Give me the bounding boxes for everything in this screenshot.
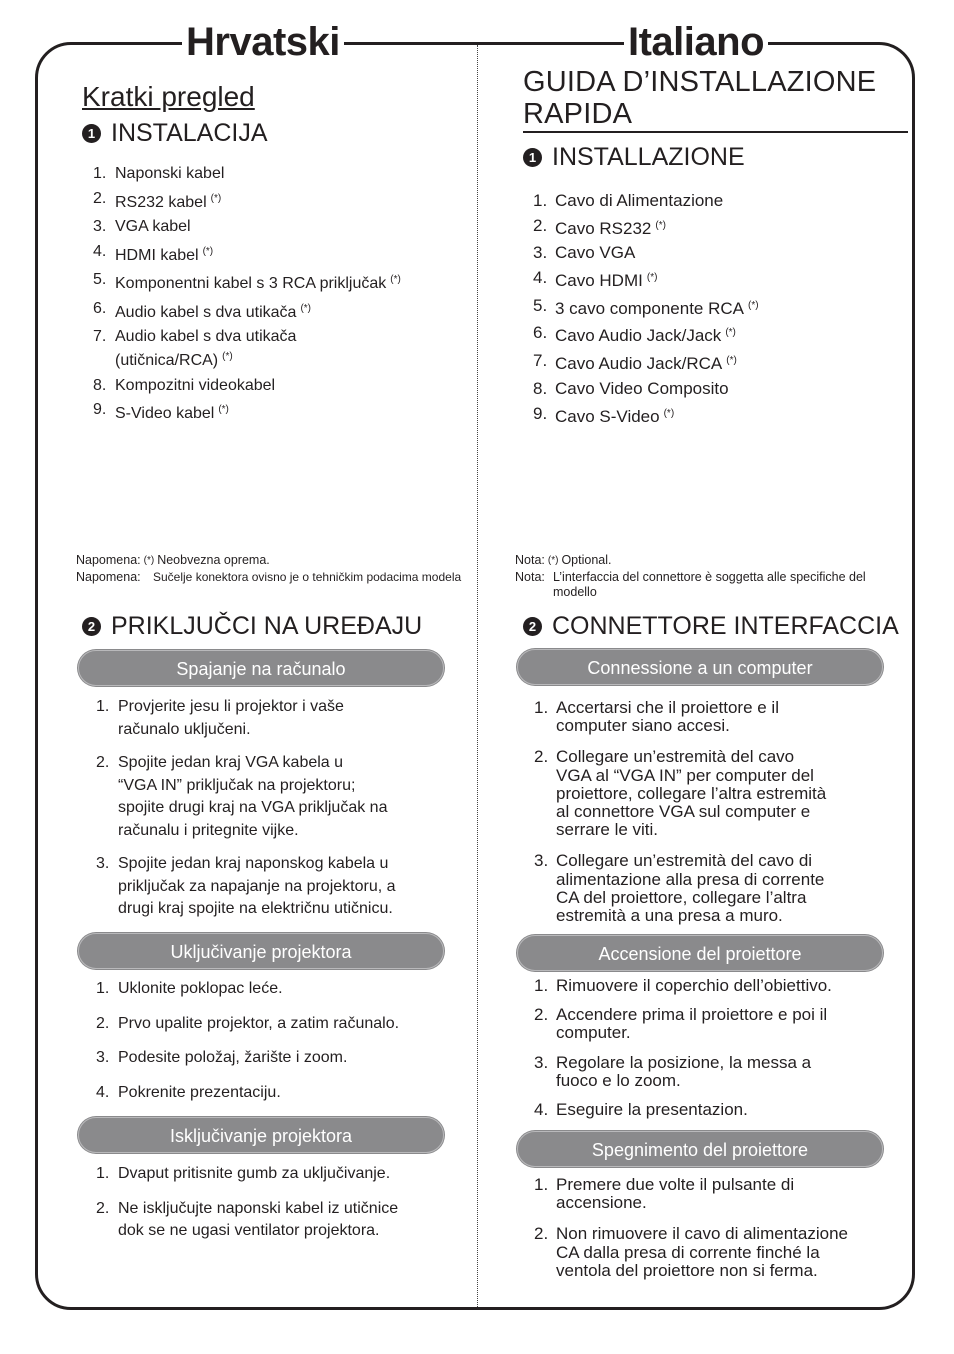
cable-name: Kompozitni videokabel [115, 376, 276, 394]
step-item [534, 1101, 904, 1119]
cable-item [533, 352, 903, 374]
cable-text [115, 217, 191, 237]
step-number: 3. [534, 851, 549, 871]
it-note-text: L’interfaccia del connettore è soggetta alle specifiche del modello [553, 570, 866, 599]
step-number: 2. [534, 747, 549, 767]
it-note-optional [515, 553, 905, 568]
cable-text [555, 352, 737, 374]
hr-step-one-badge: 1 [82, 124, 101, 143]
cable-number: 8. [93, 376, 107, 394]
step-line: Ne isključujte naponski kabel iz utičnice [118, 1199, 399, 1217]
cable-name: S-Video kabel [115, 405, 215, 422]
step-item [534, 1225, 904, 1280]
hr-page-title: Kratki pregled [82, 81, 255, 112]
cable-number: 7. [533, 351, 548, 371]
it-install-heading [523, 142, 745, 172]
hr-note-label: Napomena: [76, 570, 141, 584]
it-note-interface [515, 570, 905, 600]
step-line: computer. [556, 1023, 631, 1043]
optional-marker: (*) [218, 404, 229, 415]
step-line: Rimuovere il coperchio dell’obiettivo. [556, 976, 832, 995]
step-text [118, 1013, 399, 1036]
cable-text [115, 376, 275, 396]
cable-text [555, 192, 723, 211]
hr-connect-heading-text: PRIKLJUČCI NA UREĐAJU [111, 612, 423, 640]
step-item [96, 978, 466, 1001]
cable-name: Cavo RS232 [555, 218, 652, 238]
cable-number: 1. [93, 165, 107, 182]
step-line: računalo uključeni. [118, 720, 251, 738]
step-line: estremità a una presa a muro. [556, 906, 783, 926]
cable-number: 4. [93, 242, 107, 260]
step-number: 1. [96, 1165, 110, 1182]
hr-power-off-steps [96, 1163, 466, 1255]
cable-number: 4. [533, 268, 548, 288]
cable-item [93, 299, 463, 323]
cable-number: 5. [533, 295, 548, 315]
it-pill-power-off: Spegnimento del proiettore [517, 1131, 883, 1167]
hr-pill-power-on: Uključivanje projektora [78, 933, 444, 969]
step-item [96, 752, 466, 842]
step-line: ventola del proiettore non si ferma. [556, 1260, 818, 1280]
step-line: Collegare un’estremità del cavo di [556, 851, 813, 871]
step-line: Podesite položaj, žarište i zoom. [118, 1049, 348, 1066]
it-title-line1: GUIDA D’INSTALLAZIONE [523, 66, 877, 98]
step-number: 1. [96, 980, 110, 997]
step-line: Prvo upalite projektor, a zatim računalo. [118, 1014, 400, 1032]
cable-name: HDMI kabel [115, 246, 199, 264]
step-line: al connettore VGA sul computer e [556, 802, 811, 822]
step-number: 3. [96, 855, 110, 872]
step-item [534, 748, 904, 839]
cable-text [115, 299, 311, 323]
language-title-italian: Italiano [624, 18, 768, 66]
it-connect-heading-text: CONNETTORE INTERFACCIA [552, 612, 899, 640]
step-line: Collegare un’estremità del cavo [556, 747, 795, 767]
cable-text [555, 269, 657, 291]
cable-number: 3. [93, 218, 107, 235]
step-text [556, 1006, 827, 1042]
step-line: Pokrenite prezentaciju. [118, 1083, 281, 1101]
cable-item [533, 269, 903, 291]
step-text [556, 748, 826, 839]
step-number: 1. [534, 976, 549, 995]
optional-marker: (*) [748, 299, 759, 311]
cable-name: RS232 kabel [115, 193, 207, 211]
cable-item [93, 270, 463, 294]
cable-name-cont: (utičnica/RCA) [115, 352, 219, 369]
step-line: fuoco e lo zoom. [556, 1070, 681, 1090]
optional-marker: (*) [222, 351, 233, 362]
step-item [96, 1163, 466, 1186]
step-item [96, 1013, 466, 1036]
cable-number: 3. [533, 243, 548, 263]
it-page-title [523, 66, 908, 133]
step-text [118, 1082, 281, 1105]
step-item [96, 1082, 466, 1105]
step-text [118, 978, 283, 1001]
step-number: 3. [534, 1052, 549, 1072]
cable-item [93, 327, 463, 371]
step-line: priključak za napajanje na projektoru, a [118, 877, 396, 895]
step-number: 2. [534, 1005, 549, 1025]
cable-number: 8. [533, 378, 548, 398]
it-note-text: Optional. [561, 553, 612, 567]
hr-cable-list [93, 164, 463, 429]
cable-text [115, 400, 229, 424]
cable-item [533, 297, 903, 319]
optional-marker: (*) [390, 274, 401, 285]
step-line: Premere due volte il pulsante di [556, 1175, 795, 1194]
step-item [96, 853, 466, 921]
cable-text [555, 324, 736, 346]
hr-note-optional [76, 553, 466, 568]
hr-note-text: Neobvezna oprema. [157, 553, 270, 567]
hr-step-two-badge: 2 [82, 617, 101, 636]
cable-name: Cavo di Alimentazione [555, 191, 724, 210]
it-connect-heading [523, 611, 899, 641]
step-item [534, 1054, 904, 1090]
step-line: Non rimuovere il cavo di alimentazione [556, 1224, 848, 1244]
step-line: Spojite jedan kraj VGA kabela u [118, 754, 344, 771]
cable-name: Cavo S-Video [555, 406, 660, 426]
optional-marker: (*) [300, 302, 312, 314]
cable-item [533, 192, 903, 211]
cable-number: 9. [93, 401, 107, 418]
step-text [556, 1176, 794, 1212]
hr-connect-steps [96, 696, 466, 932]
optional-marker: (*) [202, 245, 214, 257]
cable-item [533, 405, 903, 427]
cable-text [115, 327, 296, 371]
it-install-heading-text: INSTALLAZIONE [552, 143, 745, 171]
step-number: 1. [534, 698, 549, 717]
it-pill-power-on: Accensione del proiettore [517, 935, 883, 971]
step-text [556, 1225, 848, 1280]
cable-name: VGA kabel [115, 218, 191, 235]
step-text [556, 852, 824, 925]
hr-power-on-steps [96, 978, 466, 1116]
step-item [534, 977, 904, 995]
it-connect-steps [534, 699, 904, 938]
cable-name: Cavo Audio Jack/Jack [555, 326, 722, 346]
cable-number: 5. [93, 271, 107, 288]
it-notes [515, 553, 905, 600]
cable-item [533, 380, 903, 399]
step-number: 2. [96, 1199, 110, 1217]
hr-install-heading-text: INSTALACIJA [111, 119, 268, 147]
it-note-asterisk: (*) [547, 555, 559, 566]
step-text [556, 699, 779, 735]
step-line: Regolare la posizione, la messa a [556, 1052, 812, 1072]
it-power-off-steps [534, 1176, 904, 1293]
step-line: “VGA IN” priključak na projektoru; [118, 776, 356, 794]
it-note-label: Nota: [515, 553, 545, 567]
step-item [534, 1006, 904, 1042]
hr-connect-heading [82, 611, 422, 641]
step-text [118, 696, 344, 741]
cable-number: 6. [533, 323, 548, 343]
step-line: CA dalla presa di corrente finché la [556, 1242, 820, 1262]
step-text [118, 853, 396, 921]
step-line: Uklonite poklopac leće. [118, 980, 283, 997]
step-text [556, 977, 832, 995]
cable-name: 3 cavo componente RCA [555, 298, 744, 318]
it-cable-list [533, 192, 903, 432]
step-line: Provjerite jesu li projektor i vaše [118, 698, 344, 715]
cable-name: Cavo HDMI [555, 271, 643, 291]
cable-name: Cavo VGA [555, 243, 636, 263]
hr-pill-power-off: Isključivanje projektora [78, 1117, 444, 1153]
cable-text [115, 189, 221, 213]
step-text [118, 1198, 398, 1243]
optional-marker: (*) [726, 355, 737, 367]
step-line: Accendere prima il proiettore e poi il [556, 1005, 828, 1025]
optional-marker: (*) [725, 327, 736, 339]
column-divider [477, 45, 478, 1307]
step-line: Dvaput pritisnite gumb za uključivanje. [118, 1165, 391, 1182]
step-line: drugi kraj spojite na električnu utičnicu. [118, 900, 393, 917]
hr-notes [76, 553, 466, 585]
step-number: 3. [96, 1049, 110, 1066]
optional-marker: (*) [646, 272, 658, 284]
cable-name: Naponski kabel [115, 165, 225, 182]
optional-marker: (*) [663, 407, 675, 419]
step-item [96, 696, 466, 741]
step-text [118, 752, 387, 842]
cable-text [555, 405, 674, 427]
step-line: VGA al “VGA IN” per computer del [556, 765, 814, 785]
cable-text [115, 164, 224, 184]
step-line: serrare le viti. [556, 820, 659, 840]
cable-item [93, 164, 463, 184]
cable-item [93, 400, 463, 424]
step-number: 2. [96, 1014, 110, 1032]
hr-pill-connect-computer: Spajanje na računalo [78, 650, 444, 686]
cable-number: 2. [93, 189, 107, 207]
step-line: spojite drugi kraj na VGA priključak na [118, 799, 388, 816]
cable-item [533, 324, 903, 346]
step-item [534, 1176, 904, 1212]
hr-note-asterisk: (*) [143, 555, 155, 566]
cable-number: 1. [533, 191, 548, 210]
cable-item [533, 244, 903, 263]
language-title-croatian: Hrvatski [182, 18, 344, 66]
cable-number: 6. [93, 299, 107, 317]
cable-number: 2. [533, 215, 548, 235]
step-line: proiettore, collegare l’altra estremità [556, 783, 827, 803]
cable-item [93, 189, 463, 213]
step-line: alimentazione alla presa di corrente [556, 869, 825, 889]
step-line: računalu i pritegnite vijke. [118, 821, 299, 839]
step-item [96, 1198, 466, 1243]
cable-number: 7. [93, 328, 107, 345]
cable-text [555, 244, 635, 263]
step-number: 4. [534, 1100, 549, 1120]
step-text [118, 1047, 347, 1070]
it-pill-connect-computer: Connessione a un computer [517, 649, 883, 685]
hr-install-heading [82, 118, 268, 148]
cable-name: Cavo Audio Jack/RCA [555, 354, 723, 374]
step-line: Spojite jedan kraj naponskog kabela u [118, 855, 389, 872]
cable-text [555, 297, 759, 319]
hr-note-text: Sučelje konektora ovisno je o tehničkim podacima modela [153, 570, 462, 584]
hr-note-label: Napomena: [76, 553, 141, 567]
cable-name: Cavo Video Composito [555, 378, 729, 398]
step-item [534, 699, 904, 735]
it-power-on-steps [534, 977, 904, 1130]
step-line: dok se ne ugasi ventilator projektora. [118, 1222, 380, 1239]
cable-text [555, 380, 729, 399]
hr-note-interface [76, 570, 466, 585]
step-line: Eseguire la presentazion. [556, 1100, 748, 1120]
step-text [556, 1101, 748, 1119]
cable-item [93, 217, 463, 237]
cable-name: Audio kabel s dva utikača [115, 303, 297, 321]
cable-item [93, 376, 463, 396]
it-step-two-badge: 2 [523, 617, 542, 636]
it-title-line2: RAPIDA [523, 98, 633, 130]
step-line: Accertarsi che il proiettore e il [556, 698, 779, 717]
step-line: computer siano accesi. [556, 716, 730, 736]
cable-text [555, 217, 666, 239]
optional-marker: (*) [210, 192, 222, 204]
step-line: accensione. [556, 1193, 647, 1213]
step-number: 1. [534, 1175, 549, 1194]
cable-item [533, 217, 903, 239]
cable-item [93, 242, 463, 266]
it-note-label: Nota: [515, 570, 545, 584]
step-number: 4. [96, 1083, 110, 1101]
cable-text [115, 270, 401, 294]
optional-marker: (*) [655, 219, 666, 231]
cable-number: 9. [533, 403, 548, 423]
it-step-one-badge: 1 [523, 148, 542, 167]
step-item [96, 1047, 466, 1070]
step-item [534, 852, 904, 925]
step-line: CA del proiettore, collegare l’altra [556, 887, 807, 907]
step-text [556, 1054, 811, 1090]
cable-name: Komponentni kabel s 3 RCA priključak [115, 275, 387, 292]
step-text [118, 1163, 390, 1186]
cable-name: Audio kabel s dva utikača [115, 328, 297, 345]
step-number: 1. [96, 698, 110, 715]
cable-text [115, 242, 213, 266]
step-number: 2. [96, 754, 110, 771]
step-number: 2. [534, 1224, 549, 1244]
